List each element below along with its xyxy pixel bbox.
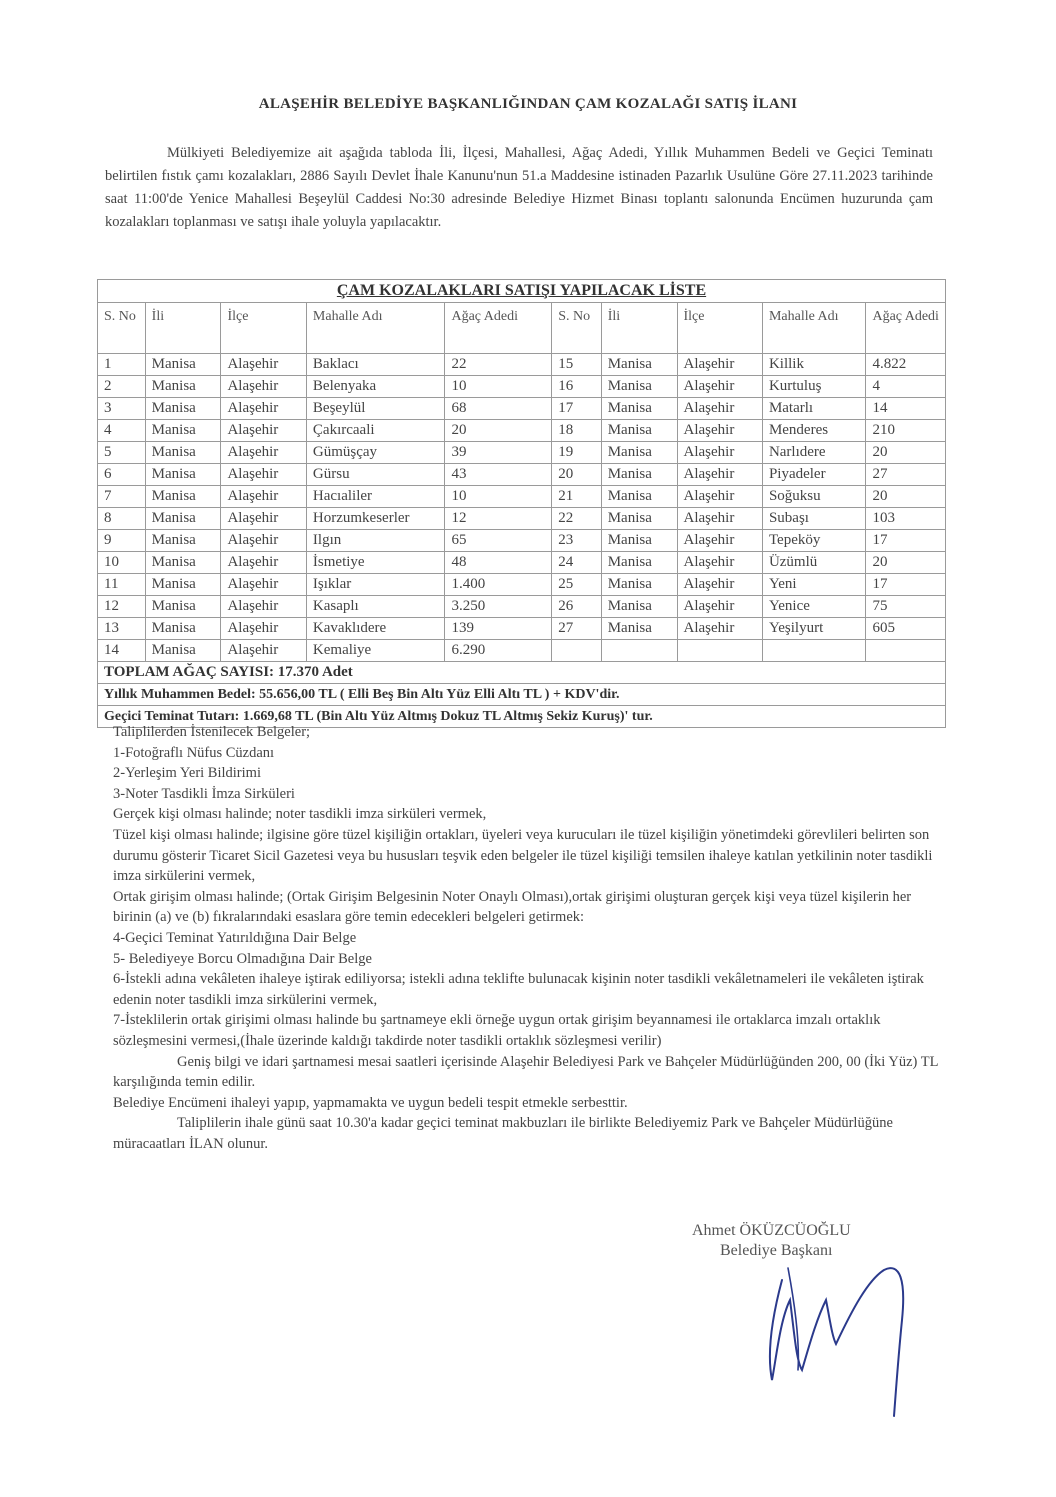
document-title: ALAŞEHİR BELEDİYE BAŞKANLIĞINDAN ÇAM KOZALAĞI SATIŞ İLANI [258, 96, 798, 112]
sno-cell: 25 [552, 574, 601, 596]
sno-cell: 2 [98, 376, 146, 398]
district-cell: Alaşehir [221, 486, 306, 508]
district-cell: Alaşehir [677, 398, 762, 420]
sno-cell: 24 [552, 552, 601, 574]
sno-cell: 27 [552, 618, 601, 640]
requirements-list [113, 722, 943, 1052]
district-cell: Alaşehir [221, 464, 306, 486]
table-row [98, 596, 946, 618]
tree-count-cell: 68 [445, 398, 552, 420]
district-cell: Alaşehir [221, 398, 306, 420]
province-cell: Manisa [601, 398, 677, 420]
province-cell: Manisa [601, 376, 677, 398]
district-cell: Alaşehir [221, 530, 306, 552]
table-row [98, 574, 946, 596]
table-row [98, 618, 946, 640]
requirement-line: 7-İsteklilerin ortak girişimi olması halinde bu şartnameye ekli örneğe uygun ortak girişim beyannamesi ile ortaklarca imzalı ortaklık sözleşmesini vermesi,(İhale üzerinde kaldığı takdirde noter tasdikli ortaklık sözleşmesi verilir) [113, 1012, 881, 1049]
tree-count-cell: 4.822 [866, 354, 946, 376]
district-cell: Alaşehir [221, 376, 306, 398]
district-cell: Alaşehir [221, 420, 306, 442]
signatory-role: Belediye Başkanı [720, 1242, 833, 1259]
sno-cell: 26 [552, 596, 601, 618]
sno-cell [552, 640, 601, 662]
neighborhood-cell: Tepeköy [762, 530, 866, 552]
tree-count-cell: 20 [866, 442, 946, 464]
district-cell: Alaşehir [221, 596, 306, 618]
sno-cell: 19 [552, 442, 601, 464]
province-cell: Manisa [145, 508, 221, 530]
sno-cell: 3 [98, 398, 146, 420]
district-cell: Alaşehir [677, 508, 762, 530]
table-row [98, 530, 946, 552]
neighborhood-cell [762, 640, 866, 662]
sno-cell: 8 [98, 508, 146, 530]
province-cell: Manisa [145, 486, 221, 508]
neighborhood-cell: Ilgın [306, 530, 445, 552]
province-cell: Manisa [601, 354, 677, 376]
province-cell: Manisa [601, 508, 677, 530]
province-cell: Manisa [601, 574, 677, 596]
neighborhood-cell: Piyadeler [762, 464, 866, 486]
signatory-name: Ahmet ÖKÜZCÜOĞLU [692, 1222, 851, 1239]
deadline-paragraph: Taliplilerin ihale günü saat 10.30'a kadar geçici teminat makbuzları ile birlikte Belediyemiz Park ve Bahçeler Müdürlüğüne müracaatları İLAN olunur. [113, 1115, 893, 1152]
header-sno-left: S. No [98, 303, 146, 354]
requirement-line: 3-Noter Tasdikli İmza Sirküleri [113, 785, 295, 802]
tree-count-cell: 65 [445, 530, 552, 552]
tree-count-cell: 10 [445, 486, 552, 508]
province-cell: Manisa [601, 596, 677, 618]
annual-price: Yıllık Muhammen Bedel: 55.656,00 TL ( Elli Beş Bin Altı Yüz Elli Altı TL ) + KDV'dir. [98, 684, 946, 706]
tree-count-cell: 103 [866, 508, 946, 530]
province-cell: Manisa [145, 354, 221, 376]
sno-cell: 14 [98, 640, 146, 662]
deposit-amount: Geçici Teminat Tutarı: 1.669,68 TL (Bin Altı Yüz Altmış Dokuz TL Altmış Sekiz Kuruş)' tur. [98, 706, 946, 728]
tree-count-cell: 12 [445, 508, 552, 530]
tree-count-cell: 43 [445, 464, 552, 486]
sno-cell: 20 [552, 464, 601, 486]
neighborhood-cell: İsmetiye [306, 552, 445, 574]
requirement-line: 2-Yerleşim Yeri Bildirimi [113, 765, 261, 782]
neighborhood-cell: Soğuksu [762, 486, 866, 508]
province-cell: Manisa [601, 442, 677, 464]
tree-count-cell: 14 [866, 398, 946, 420]
requirement-line: 6-İstekli adına vekâleten ihaleye iştirak ediliyorsa; istekli adına teklifte bulunacak kişinin noter tasdikli vekâletnameleri ile vekâleten iştirak edenin noter tasdikli imza sirkülerini vermek, [113, 971, 924, 1008]
table-row [98, 398, 946, 420]
province-cell: Manisa [145, 552, 221, 574]
table-row [98, 376, 946, 398]
neighborhood-cell: Matarlı [762, 398, 866, 420]
requirement-line: 1-Fotoğraflı Nüfus Cüzdanı [113, 744, 275, 761]
province-cell: Manisa [145, 530, 221, 552]
sno-cell: 6 [98, 464, 146, 486]
tree-count-cell: 210 [866, 420, 946, 442]
table-row [98, 420, 946, 442]
requirement-line: 5- Belediyeye Borcu Olmadığına Dair Belge [113, 950, 372, 967]
district-cell: Alaşehir [221, 640, 306, 662]
sno-cell: 1 [98, 354, 146, 376]
province-cell: Manisa [601, 486, 677, 508]
header-neighborhood-left: Mahalle Adı [306, 303, 445, 354]
sno-cell: 16 [552, 376, 601, 398]
neighborhood-cell: Narlıdere [762, 442, 866, 464]
neighborhood-cell: Yeni [762, 574, 866, 596]
tree-count-cell: 139 [445, 618, 552, 640]
neighborhood-cell: Gümüşçay [306, 442, 445, 464]
tree-count-cell: 17 [866, 574, 946, 596]
district-cell: Alaşehir [221, 552, 306, 574]
neighborhood-cell: Üzümlü [762, 552, 866, 574]
table-row [98, 442, 946, 464]
sno-cell: 23 [552, 530, 601, 552]
table-caption: ÇAM KOZALAKLARI SATIŞI YAPILACAK LİSTE [98, 280, 946, 303]
neighborhood-cell: Horzumkeserler [306, 508, 445, 530]
neighborhood-cell: Baklacı [306, 354, 445, 376]
neighborhood-cell: Belenyaka [306, 376, 445, 398]
header-district-left: İlçe [221, 303, 306, 354]
requirement-line: Taliplilerden İstenilecek Belgeler; [113, 724, 311, 740]
neighborhood-cell: Kemaliye [306, 640, 445, 662]
district-cell: Alaşehir [677, 420, 762, 442]
tree-count-cell: 17 [866, 530, 946, 552]
sno-cell: 22 [552, 508, 601, 530]
info-paragraph: Geniş bilgi ve idari şartnamesi mesai saatleri içerisinde Alaşehir Belediyesi Park ve Bahçeler Müdürlüğünden 200, 00 (İki Yüz) TL karşılığında temin edilir. [113, 1053, 938, 1091]
district-cell: Alaşehir [677, 464, 762, 486]
province-cell: Manisa [145, 596, 221, 618]
neighborhood-cell: Hacıaliler [306, 486, 445, 508]
table-row [98, 464, 946, 486]
province-cell: Manisa [145, 618, 221, 640]
province-cell: Manisa [145, 640, 221, 662]
district-cell: Alaşehir [677, 486, 762, 508]
intro-paragraph [105, 142, 933, 234]
province-cell: Manisa [145, 442, 221, 464]
province-cell: Manisa [145, 464, 221, 486]
table-row [98, 508, 946, 530]
header-district-right: İlçe [677, 303, 762, 354]
sno-cell: 5 [98, 442, 146, 464]
district-cell: Alaşehir [677, 618, 762, 640]
tree-count-cell: 605 [866, 618, 946, 640]
district-cell: Alaşehir [677, 552, 762, 574]
district-cell: Alaşehir [677, 530, 762, 552]
tree-count-cell: 20 [445, 420, 552, 442]
table-row [98, 552, 946, 574]
pine-cone-list-table [97, 279, 946, 728]
tree-count-cell: 27 [866, 464, 946, 486]
neighborhood-cell: Yeşilyurt [762, 618, 866, 640]
neighborhood-cell: Kasaplı [306, 596, 445, 618]
neighborhood-cell: Menderes [762, 420, 866, 442]
neighborhood-cell: Çakırcaali [306, 420, 445, 442]
header-province-left: İli [145, 303, 221, 354]
table-header-row [98, 303, 946, 354]
sno-cell: 10 [98, 552, 146, 574]
tree-count-cell: 20 [866, 552, 946, 574]
header-sno-right: S. No [552, 303, 601, 354]
table-body [98, 354, 946, 662]
district-cell: Alaşehir [221, 442, 306, 464]
tree-count-cell: 6.290 [445, 640, 552, 662]
tree-count-cell: 10 [445, 376, 552, 398]
neighborhood-cell: Gürsu [306, 464, 445, 486]
province-cell: Manisa [601, 530, 677, 552]
requirement-line: Ortak girişim olması halinde; (Ortak Girişim Belgesinin Noter Onaylı Olması),ortak girişimi oluşturan gerçek kişi veya tüzel kişilerin her birinin (a) ve (b) fıkralarındaki esaslara göre temin edecekleri belgeleri getirmek: [113, 888, 912, 926]
tree-count-cell: 4 [866, 376, 946, 398]
sno-cell: 7 [98, 486, 146, 508]
sno-cell: 13 [98, 618, 146, 640]
sno-cell: 9 [98, 530, 146, 552]
sno-cell: 4 [98, 420, 146, 442]
province-cell [601, 640, 677, 662]
intro-text: Mülkiyeti Belediyemize ait aşağıda tabloda İli, İlçesi, Mahallesi, Ağaç Adedi, Yıllık Muhammen Bedeli ve Geçici Teminatı belirtilen fıstık çamı kozalakları, 2886 Sayılı Devlet İhale Kanunu'nun 51.a Maddesine istinaden Pazarlık Usulüne Göre 27.11.2023 tarihinde saat 11:00'de Yenice Mahallesi Beşeylül Caddesi No:30 adresinde Belediye Hizmet Binası toplantı salonunda Encümen huzurunda çam kozalakları toplanması ve satışı ihale yoluyla yapılacaktır. [105, 145, 933, 230]
tree-count-cell: 20 [866, 486, 946, 508]
province-cell: Manisa [145, 574, 221, 596]
sno-cell: 17 [552, 398, 601, 420]
province-cell: Manisa [145, 398, 221, 420]
province-cell: Manisa [601, 464, 677, 486]
district-cell: Alaşehir [221, 618, 306, 640]
tree-count-cell [866, 640, 946, 662]
sno-cell: 15 [552, 354, 601, 376]
neighborhood-cell: Kurtuluş [762, 376, 866, 398]
neighborhood-cell: Killik [762, 354, 866, 376]
neighborhood-cell: Kavaklıdere [306, 618, 445, 640]
neighborhood-cell: Subaşı [762, 508, 866, 530]
sno-cell: 18 [552, 420, 601, 442]
sno-cell: 12 [98, 596, 146, 618]
tree-count-cell: 39 [445, 442, 552, 464]
handwritten-signature-icon [760, 1240, 920, 1420]
total-trees: TOPLAM AĞAÇ SAYISI: 17.370 Adet [98, 662, 946, 684]
province-cell: Manisa [601, 420, 677, 442]
district-cell: Alaşehir [221, 354, 306, 376]
table-row [98, 486, 946, 508]
province-cell: Manisa [601, 552, 677, 574]
neighborhood-cell: Işıklar [306, 574, 445, 596]
sno-cell: 21 [552, 486, 601, 508]
table-row [98, 354, 946, 376]
council-paragraph: Belediye Encümeni ihaleyi yapıp, yapmamakta ve uygun bedeli tespit etmekle serbesttir. [113, 1094, 628, 1111]
tree-count-cell: 48 [445, 552, 552, 574]
header-tree-count-right: Ağaç Adedi [866, 303, 946, 354]
district-cell: Alaşehir [221, 508, 306, 530]
province-cell: Manisa [601, 618, 677, 640]
province-cell: Manisa [145, 376, 221, 398]
province-cell: Manisa [145, 420, 221, 442]
neighborhood-cell: Yenice [762, 596, 866, 618]
district-cell [677, 640, 762, 662]
tree-count-cell: 22 [445, 354, 552, 376]
tree-count-cell: 1.400 [445, 574, 552, 596]
tree-count-cell: 3.250 [445, 596, 552, 618]
requirement-line: Tüzel kişi olması halinde; ilgisine göre tüzel kişiliğin ortakları, üyeleri veya kurucuları ile tüzel kişiliğin yönetimdeki görevlileri belirten son durumu gösterir Ticaret Sicil Gazetesi veya bu hususları teşvik eden belgeler ile tüzel kişiliği temsilen ihaleye katılan yetkilinin noter tasdikli imza sirkülerini vermek, [113, 826, 933, 885]
header-tree-count-left: Ağaç Adedi [445, 303, 552, 354]
district-cell: Alaşehir [677, 354, 762, 376]
neighborhood-cell: Beşeylül [306, 398, 445, 420]
sno-cell: 11 [98, 574, 146, 596]
district-cell: Alaşehir [677, 376, 762, 398]
district-cell: Alaşehir [221, 574, 306, 596]
district-cell: Alaşehir [677, 574, 762, 596]
header-neighborhood-right: Mahalle Adı [762, 303, 866, 354]
table-row [98, 640, 946, 662]
requirement-line: Gerçek kişi olması halinde; noter tasdikli imza sirküleri vermek, [113, 806, 487, 823]
requirements-section [113, 722, 943, 1154]
tree-count-cell: 75 [866, 596, 946, 618]
header-province-right: İli [601, 303, 677, 354]
district-cell: Alaşehir [677, 442, 762, 464]
district-cell: Alaşehir [677, 596, 762, 618]
requirement-line: 4-Geçici Teminat Yatırıldığına Dair Belge [113, 929, 357, 946]
